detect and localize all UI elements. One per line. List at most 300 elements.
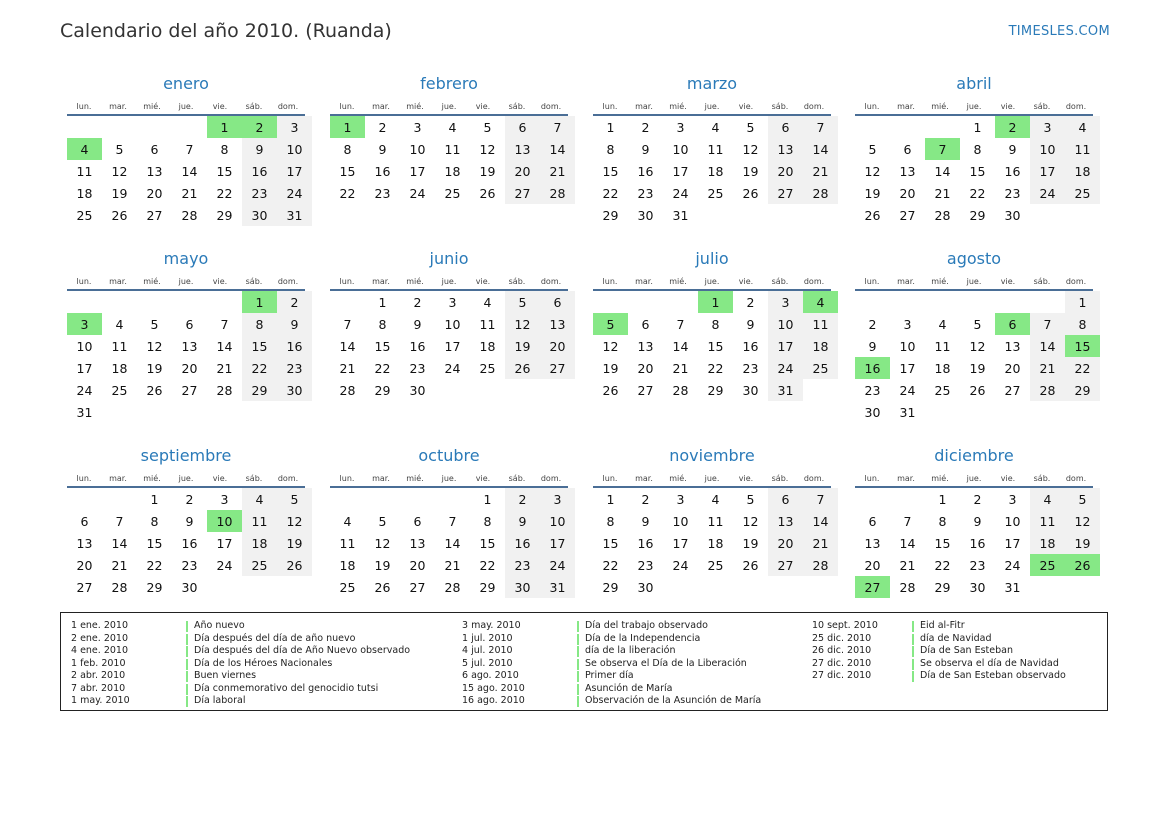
day-cell: 16 <box>637 535 654 551</box>
day-cell: 7 <box>220 316 229 332</box>
day-cell: 19 <box>111 185 128 201</box>
day-cell: 31 <box>899 404 916 420</box>
day-cell: 15 <box>339 163 356 179</box>
holiday-marker <box>186 671 188 682</box>
empty-cell <box>960 291 995 313</box>
day-cell: 20 <box>181 360 198 376</box>
day-cell: 30 <box>181 579 198 595</box>
day-cell: 15 <box>479 535 496 551</box>
weekday-label: mié. <box>931 102 949 111</box>
day-cell: 12 <box>374 535 391 551</box>
month-name: abril <box>956 74 992 93</box>
day-cell: 26 <box>969 382 986 398</box>
weekday-label: sáb. <box>1033 102 1051 111</box>
day-cell: 2 <box>868 316 877 332</box>
day-cell: 15 <box>242 335 277 357</box>
day-cell: 3 <box>676 119 685 135</box>
holiday-marker <box>577 646 579 657</box>
weekday-label: dom. <box>1065 277 1087 286</box>
weekday-label: jue. <box>704 474 720 483</box>
day-cell: 1 <box>938 491 947 507</box>
empty-cell <box>663 291 698 313</box>
day-cell: 13 <box>76 535 93 551</box>
weekday-label: vie. <box>212 474 228 483</box>
holiday-name: Día de los Héroes Nacionales <box>194 657 333 669</box>
day-cell: 7 <box>185 141 194 157</box>
day-cell: 8 <box>343 141 352 157</box>
day-cell: 28 <box>934 207 951 223</box>
day-cell: 12 <box>742 513 759 529</box>
empty-cell <box>400 488 435 510</box>
holiday-row <box>71 670 411 683</box>
day-cell: 5 <box>746 119 755 135</box>
day-cell: 19 <box>277 532 312 554</box>
holiday-day-cell: 1 <box>330 116 365 138</box>
day-cell: 18 <box>76 185 93 201</box>
day-cell: 16 <box>409 338 426 354</box>
day-cell: 12 <box>111 163 128 179</box>
day-cell: 11 <box>707 513 724 529</box>
weekday-label: jue. <box>966 474 982 483</box>
holiday-row <box>71 645 411 658</box>
day-cell: 20 <box>1004 360 1021 376</box>
day-cell: 6 <box>903 141 912 157</box>
weekday-label: mar. <box>372 277 390 286</box>
day-cell: 4 <box>483 294 492 310</box>
day-cell: 20 <box>899 185 916 201</box>
empty-cell <box>855 116 890 138</box>
holiday-name: Día después del día de año nuevo <box>194 632 356 644</box>
weekday-label: vie. <box>738 474 754 483</box>
day-cell: 2 <box>413 294 422 310</box>
day-cell: 7 <box>1030 313 1065 335</box>
day-cell: 11 <box>111 338 128 354</box>
day-cell: 28 <box>216 382 233 398</box>
holiday-name: Día del trabajo observado <box>585 620 708 631</box>
day-cell: 2 <box>505 488 540 510</box>
day-cell: 2 <box>277 291 312 313</box>
month-noviembre <box>586 445 831 598</box>
day-cell: 8 <box>483 513 492 529</box>
day-cell: 7 <box>540 116 575 138</box>
day-cell: 12 <box>864 163 881 179</box>
day-cell: 5 <box>378 513 387 529</box>
day-cell: 13 <box>899 163 916 179</box>
weekday-label: jue. <box>704 277 720 286</box>
empty-cell <box>102 488 137 510</box>
holiday-column <box>71 620 411 708</box>
month-agosto <box>848 248 1093 423</box>
day-cell: 2 <box>973 491 982 507</box>
weekday-label: vie. <box>212 102 228 111</box>
holiday-date: 27 dic. 2010 <box>812 657 872 669</box>
weekday-label: jue. <box>704 102 720 111</box>
month-name: octubre <box>418 446 480 465</box>
weekday-label: dom. <box>803 277 825 286</box>
day-cell: 8 <box>973 141 982 157</box>
day-cell: 25 <box>479 360 496 376</box>
day-cell: 13 <box>1004 338 1021 354</box>
day-cell: 15 <box>934 535 951 551</box>
holiday-row <box>462 658 802 671</box>
day-cell: 18 <box>1065 160 1100 182</box>
weekday-label: lun. <box>602 102 618 111</box>
day-cell: 17 <box>1030 160 1065 182</box>
day-cell: 25 <box>339 579 356 595</box>
day-cell: 4 <box>1030 488 1065 510</box>
day-cell: 14 <box>444 535 461 551</box>
day-cell: 18 <box>707 535 724 551</box>
day-cell: 13 <box>768 138 803 160</box>
holiday-date: 25 dic. 2010 <box>812 632 872 644</box>
day-cell: 29 <box>146 579 163 595</box>
day-cell: 3 <box>1008 491 1017 507</box>
holiday-marker <box>186 621 188 632</box>
weekday-label: mié. <box>669 474 687 483</box>
month-name: noviembre <box>669 446 755 465</box>
day-cell: 16 <box>969 535 986 551</box>
day-cell: 13 <box>505 138 540 160</box>
holiday-name: Año nuevo <box>194 620 245 631</box>
day-cell: 6 <box>505 116 540 138</box>
day-cell: 30 <box>242 204 277 226</box>
holiday-date: 1 jul. 2010 <box>462 632 513 644</box>
day-cell: 1 <box>150 491 159 507</box>
holiday-day-cell: 27 <box>855 576 890 598</box>
day-cell: 18 <box>707 163 724 179</box>
weekday-label: jue. <box>966 277 982 286</box>
day-cell: 31 <box>540 576 575 598</box>
weekday-label: mié. <box>143 474 161 483</box>
day-cell: 14 <box>339 338 356 354</box>
weekday-label: jue. <box>441 474 457 483</box>
weekday-label: dom. <box>277 277 299 286</box>
weekday-label: mar. <box>372 474 390 483</box>
month-name: agosto <box>946 249 1002 268</box>
weekday-header <box>593 95 831 116</box>
weekday-label: lun. <box>339 277 355 286</box>
month-diciembre <box>848 445 1093 598</box>
day-cell: 29 <box>934 579 951 595</box>
weekday-label: vie. <box>475 102 491 111</box>
day-cell: 15 <box>602 163 619 179</box>
day-cell: 21 <box>216 360 233 376</box>
day-cell: 27 <box>505 182 540 204</box>
day-cell: 4 <box>448 119 457 135</box>
day-cell: 3 <box>676 491 685 507</box>
weekday-label: mar. <box>372 102 390 111</box>
day-cell: 6 <box>540 291 575 313</box>
day-cell: 22 <box>602 557 619 573</box>
day-cell: 27 <box>1004 382 1021 398</box>
holiday-date: 2 ene. 2010 <box>71 632 128 644</box>
holiday-day-cell: 1 <box>698 291 733 313</box>
day-cell: 18 <box>111 360 128 376</box>
day-cell: 30 <box>409 382 426 398</box>
weekday-label: vie. <box>1000 474 1016 483</box>
day-cell: 19 <box>742 535 759 551</box>
day-cell: 3 <box>448 294 457 310</box>
day-cell: 25 <box>1065 182 1100 204</box>
day-cell: 10 <box>1030 138 1065 160</box>
day-cell: 22 <box>707 360 724 376</box>
day-cell: 19 <box>1065 532 1100 554</box>
day-cell: 9 <box>1008 141 1017 157</box>
holiday-row <box>71 683 411 696</box>
day-cell: 11 <box>707 141 724 157</box>
holiday-date: 2 abr. 2010 <box>71 670 126 681</box>
day-cell: 23 <box>969 557 986 573</box>
holiday-row <box>812 645 1152 658</box>
weekday-label: lun. <box>339 102 355 111</box>
holiday-name: día de Navidad <box>920 632 992 644</box>
day-cell: 5 <box>483 119 492 135</box>
day-cell: 6 <box>868 513 877 529</box>
day-cell: 24 <box>768 357 803 379</box>
day-cell: 17 <box>540 532 575 554</box>
day-cell: 20 <box>505 160 540 182</box>
day-cell: 28 <box>899 579 916 595</box>
day-cell: 24 <box>1004 557 1021 573</box>
empty-cell <box>137 116 172 138</box>
day-cell: 22 <box>969 185 986 201</box>
day-cell: 17 <box>1004 535 1021 551</box>
holiday-row <box>812 620 1152 633</box>
holiday-name: Observación de la Asunción de María <box>585 695 762 706</box>
day-cell: 25 <box>111 382 128 398</box>
day-cell: 3 <box>1030 116 1065 138</box>
day-cell: 16 <box>242 160 277 182</box>
day-cell: 21 <box>444 557 461 573</box>
day-cell: 17 <box>672 163 689 179</box>
day-cell: 14 <box>540 138 575 160</box>
weekday-header <box>330 95 568 116</box>
day-cell: 6 <box>185 316 194 332</box>
weekday-label: dom. <box>540 102 562 111</box>
day-cell: 13 <box>768 510 803 532</box>
weekday-label: lun. <box>339 474 355 483</box>
day-cell: 29 <box>216 207 233 223</box>
holiday-row <box>812 658 1152 671</box>
day-cell: 24 <box>672 185 689 201</box>
day-cell: 23 <box>864 382 881 398</box>
holiday-date: 26 dic. 2010 <box>812 645 872 656</box>
day-cell: 21 <box>672 360 689 376</box>
holiday-row <box>462 670 802 683</box>
weekday-label: mar. <box>109 277 127 286</box>
day-cell: 28 <box>540 182 575 204</box>
day-cell: 14 <box>216 338 233 354</box>
day-cell: 23 <box>637 557 654 573</box>
holiday-day-cell: 4 <box>67 138 102 160</box>
day-cell: 21 <box>899 557 916 573</box>
day-grid <box>593 291 831 401</box>
weekday-label: mar. <box>109 474 127 483</box>
weekday-label: mié. <box>669 277 687 286</box>
holiday-name: Día conmemorativo del genocidio tutsi <box>194 682 379 694</box>
holiday-date: 16 ago. 2010 <box>462 695 525 706</box>
weekday-label: mié. <box>406 277 424 286</box>
day-cell: 8 <box>378 316 387 332</box>
day-cell: 20 <box>540 335 575 357</box>
day-cell: 5 <box>973 316 982 332</box>
day-cell: 3 <box>277 116 312 138</box>
weekday-label: sáb. <box>508 102 526 111</box>
day-cell: 24 <box>76 382 93 398</box>
holiday-marker <box>577 684 579 695</box>
day-cell: 13 <box>637 338 654 354</box>
day-cell: 9 <box>641 141 650 157</box>
day-cell: 14 <box>803 138 838 160</box>
empty-cell <box>207 291 242 313</box>
day-cell: 4 <box>115 316 124 332</box>
empty-cell <box>925 291 960 313</box>
weekday-label: sáb. <box>245 277 263 286</box>
site-link[interactable]: TIMESLES.COM <box>1008 24 1110 39</box>
day-cell: 25 <box>803 357 838 379</box>
weekday-label: lun. <box>76 474 92 483</box>
day-cell: 8 <box>150 513 159 529</box>
month-name: junio <box>429 249 469 268</box>
weekday-label: dom. <box>540 474 562 483</box>
day-cell: 28 <box>181 207 198 223</box>
month-septiembre <box>60 445 305 598</box>
day-cell: 29 <box>602 207 619 223</box>
holiday-date: 27 dic. 2010 <box>812 670 872 681</box>
day-cell: 23 <box>742 360 759 376</box>
day-cell: 16 <box>742 338 759 354</box>
weekday-label: lun. <box>602 277 618 286</box>
day-cell: 17 <box>899 360 916 376</box>
empty-cell <box>102 116 137 138</box>
day-cell: 30 <box>505 576 540 598</box>
day-cell: 18 <box>339 557 356 573</box>
day-cell: 11 <box>1065 138 1100 160</box>
day-cell: 4 <box>711 119 720 135</box>
day-grid <box>593 116 831 226</box>
holiday-marker <box>186 634 188 645</box>
holiday-name: Se observa el día de Navidad <box>920 657 1059 669</box>
day-cell: 22 <box>374 360 391 376</box>
holiday-day-cell: 16 <box>855 357 890 379</box>
holiday-row <box>462 620 802 633</box>
day-cell: 24 <box>540 554 575 576</box>
day-cell: 17 <box>76 360 93 376</box>
day-cell: 10 <box>409 141 426 157</box>
day-cell: 17 <box>409 163 426 179</box>
empty-cell <box>330 488 365 510</box>
day-cell: 26 <box>479 185 496 201</box>
day-cell: 18 <box>803 335 838 357</box>
weekday-label: mié. <box>406 102 424 111</box>
holiday-date: 1 may. 2010 <box>71 695 130 706</box>
day-cell: 25 <box>242 554 277 576</box>
day-cell: 17 <box>444 338 461 354</box>
month-enero <box>60 73 305 226</box>
day-cell: 29 <box>479 579 496 595</box>
weekday-label: vie. <box>738 102 754 111</box>
weekday-header <box>593 270 831 291</box>
day-cell: 12 <box>1065 510 1100 532</box>
day-cell: 3 <box>220 491 229 507</box>
day-cell: 1 <box>606 491 615 507</box>
day-cell: 21 <box>803 532 838 554</box>
empty-cell <box>67 116 102 138</box>
day-cell: 20 <box>768 532 803 554</box>
day-cell: 14 <box>803 510 838 532</box>
day-cell: 26 <box>864 207 881 223</box>
day-grid <box>855 488 1093 598</box>
day-cell: 11 <box>934 338 951 354</box>
empty-cell <box>628 291 663 313</box>
holiday-day-cell: 7 <box>925 138 960 160</box>
holiday-row <box>462 683 802 696</box>
day-cell: 12 <box>969 338 986 354</box>
day-cell: 8 <box>220 141 229 157</box>
day-cell: 4 <box>1065 116 1100 138</box>
weekday-label: jue. <box>441 102 457 111</box>
weekday-label: mié. <box>669 102 687 111</box>
day-cell: 7 <box>448 513 457 529</box>
day-cell: 27 <box>146 207 163 223</box>
holiday-name: Se observa el Día de la Liberación <box>585 657 747 669</box>
day-cell: 19 <box>969 360 986 376</box>
holiday-day-cell: 1 <box>207 116 242 138</box>
empty-cell <box>365 488 400 510</box>
holiday-marker <box>186 684 188 695</box>
holiday-marker <box>912 671 914 682</box>
day-cell: 19 <box>374 557 391 573</box>
day-cell: 15 <box>374 338 391 354</box>
day-cell: 30 <box>637 579 654 595</box>
month-mayo <box>60 248 305 423</box>
weekday-label: sáb. <box>771 102 789 111</box>
day-cell: 12 <box>146 338 163 354</box>
weekday-header <box>330 270 568 291</box>
weekday-label: dom. <box>277 102 299 111</box>
day-grid <box>593 488 831 598</box>
holiday-day-cell: 4 <box>803 291 838 313</box>
day-cell: 10 <box>672 513 689 529</box>
day-cell: 29 <box>1065 379 1100 401</box>
day-cell: 10 <box>899 338 916 354</box>
weekday-label: dom. <box>1065 102 1087 111</box>
month-name: febrero <box>420 74 478 93</box>
day-cell: 16 <box>277 335 312 357</box>
holiday-column <box>812 620 1152 683</box>
holiday-day-cell: 15 <box>1065 335 1100 357</box>
holiday-day-cell: 1 <box>242 291 277 313</box>
day-cell: 24 <box>277 182 312 204</box>
weekday-label: jue. <box>441 277 457 286</box>
day-cell: 24 <box>444 360 461 376</box>
empty-cell <box>890 488 925 510</box>
day-cell: 21 <box>934 185 951 201</box>
day-cell: 14 <box>181 163 198 179</box>
holiday-row <box>71 620 411 633</box>
day-cell: 17 <box>768 335 803 357</box>
day-cell: 28 <box>444 579 461 595</box>
weekday-label: sáb. <box>1033 474 1051 483</box>
holiday-row <box>812 633 1152 646</box>
empty-cell <box>890 116 925 138</box>
day-cell: 12 <box>742 141 759 157</box>
day-cell: 21 <box>1030 357 1065 379</box>
day-cell: 15 <box>216 163 233 179</box>
day-cell: 20 <box>409 557 426 573</box>
weekday-label: mié. <box>406 474 424 483</box>
holiday-name: Día después del día de Año Nuevo observado <box>194 645 411 656</box>
